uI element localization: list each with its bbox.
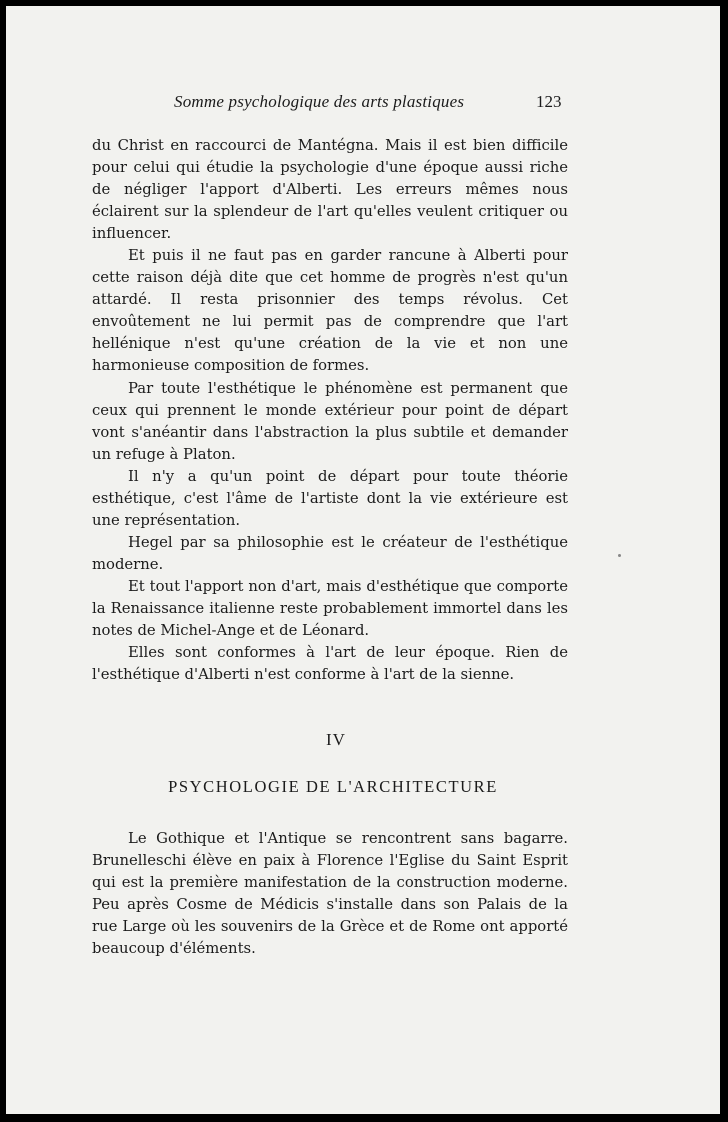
paragraph: Il n'y a qu'un point de départ pour toute théorie esthétique, c'est l'âme de l'artiste dont la vie extérieure est une représentation. <box>92 467 568 529</box>
running-title: Somme psychologique des arts plastiques <box>174 92 465 111</box>
body-text <box>92 135 568 686</box>
paragraph: Hegel par sa philosophie est le créateur de l'esthétique moderne. <box>92 533 568 573</box>
section-body-text <box>92 828 568 960</box>
paragraph: Elles sont conformes à l'art de leur époque. Rien de l'esthétique d'Alberti n'est conforme à l'art de la sienne. <box>92 644 568 684</box>
running-head <box>6 92 720 118</box>
section-number: IV <box>326 730 346 749</box>
section-title: PSYCHOLOGIE DE L'ARCHITECTURE <box>168 777 498 796</box>
book-page <box>6 6 720 1114</box>
paper-speck <box>618 554 621 557</box>
paragraph: Le Gothique et l'Antique se rencontrent sans bagarre. Brunelleschi élève en paix à Florence l'Eglise du Saint Esprit qui est la première manifestation de la construction moderne. Peu après Cosme de Médicis s'installe dans son Palais de la rue Large où les souvenirs de la Grèce et de Rome ont apporté beaucoup d'éléments. <box>92 830 568 958</box>
paragraph: du Christ en raccourci de Mantégna. Mais il est bien difficile pour celui qui étudie la psychologie d'une époque aussi riche de négliger l'apport d'Alberti. Les erreurs mêmes nous éclairent sur la splendeur de l'art qu'elles veulent critiquer ou influencer. <box>92 137 568 243</box>
paragraph: Et puis il ne faut pas en garder rancune à Alberti pour cette raison déjà dite que cet homme de progrès n'est qu'un attardé. Il resta prisonnier des temps révolus. Cet envoûtement ne lui permit pas de comprendre que l'art hellénique n'est qu'une création de la vie et non une harmonieuse composition de formes. <box>92 247 568 375</box>
page-number: 123 <box>536 92 562 111</box>
paragraph: Par toute l'esthétique le phénomène est permanent que ceux qui prennent le monde extérieur pour point de départ vont s'anéantir dans l'abstraction la plus subtile et demander un refuge à Platon. <box>92 379 568 463</box>
paragraph: Et tout l'apport non d'art, mais d'esthétique que comporte la Renaissance italienne reste probablement immortel dans les notes de Michel-Ange et de Léonard. <box>92 577 568 640</box>
